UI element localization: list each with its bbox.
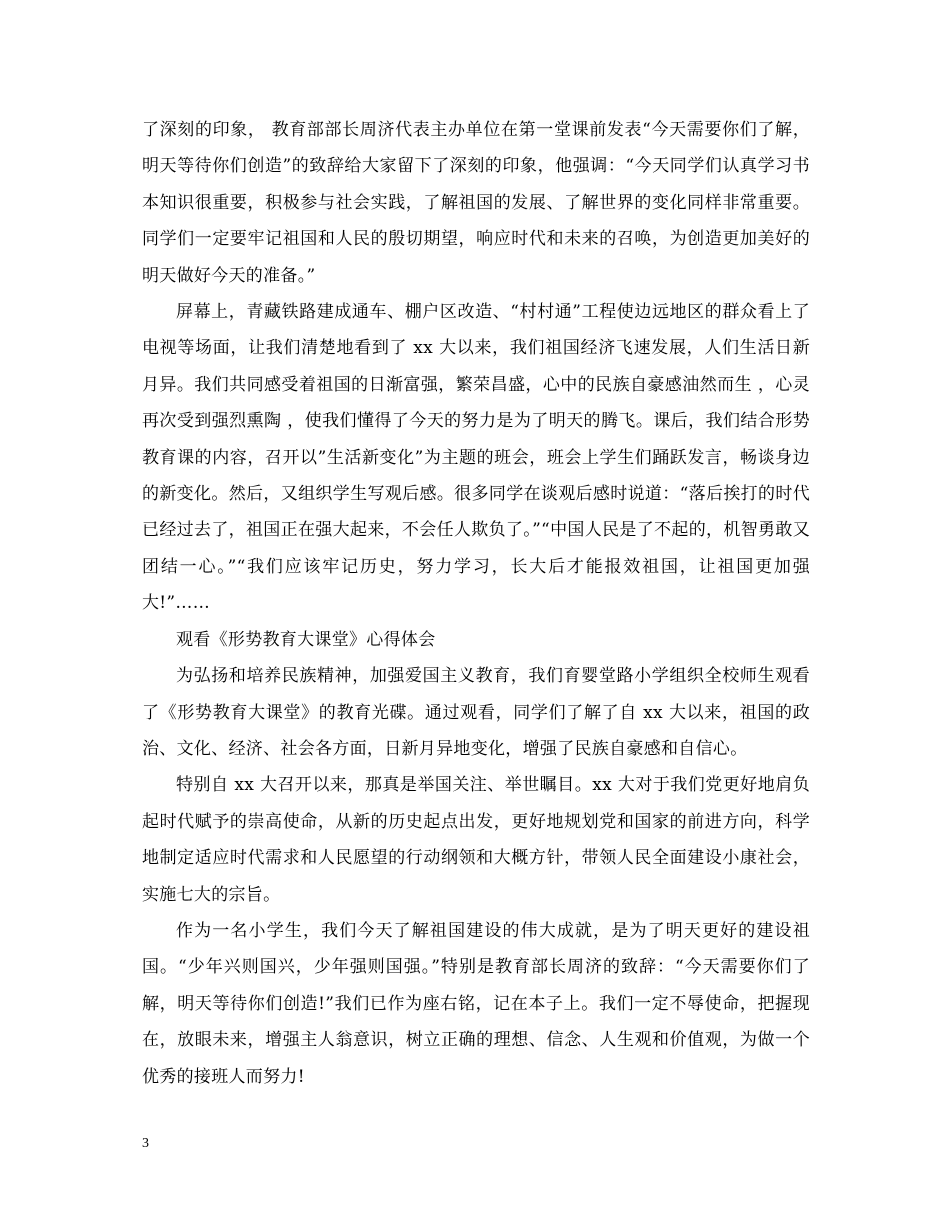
document-body (142, 112, 810, 1095)
paragraph-continuation: 了深刻的印象， 教育部部长周济代表主办单位在第一堂课前发表“今天需要你们了解，明天等待你们创造”的致辞给大家留下了深刻的印象，他强调：“今天同学们认真学习书本知识很重要，积极参与社会实践，了解祖国的发展、了解世界的变化同样非常重要。同学们一定要牢记祖国和人民的殷切期望，响应时代和未来的召唤，为创造更加美好的明天做好今天的准备。” (142, 120, 810, 286)
paragraph-screen-scenes: 屏幕上，青藏铁路建成通车、棚户区改造、“村村通”工程使边远地区的群众看上了电视等场面，让我们清楚地看到了 xx 大以来，我们祖国经济飞速发展，人们生活日新月异。我们共同感受着祖国的日渐富强，繁荣昌盛，心中的民族自豪感油然而生 ，心灵再次受到强烈熏陶 ，使我们懂得了今天的努力是为了明天的腾飞。课后，我们结合形势教育课的内容，召开以”生活新变化”为主题的班会，班会上学生们踊跃发言，畅谈身边的新变化。然后，又组织学生写观后感。很多同学在谈观后感时说道：“落后挨打的时代已经过去了，祖国正在强大起来，不会任人欺负了。”“中国人民是了不起的，机智勇敢又团结一心。”“我们应该牢记历史，努力学习，长大后才能报效祖国，让祖国更加强大!”…… (142, 302, 810, 614)
paragraph-conclusion: 作为一名小学生，我们今天了解祖国建设的伟大成就，是为了明天更好的建设祖国。“少年兴则国兴，少年强则国强。”特别是教育部长周济的致辞：“今天需要你们了解，明天等待你们创造!”我们已作为座右铭，记在本子上。我们一定不辱使命，把握现在，放眼未来，增强主人翁意识，树立正确的理想、信念、人生观和价值观，为做一个优秀的接班人而努力! (142, 920, 810, 1087)
page-number: 3 (142, 1136, 149, 1151)
section-heading: 观看《形势教育大课堂》心得体会 (176, 629, 436, 650)
paragraph-congress: 特别自 xx 大召开以来，那真是举国关注、举世瞩目。xx 大对于我们党更好地肩负起时代赋予的崇高使命，从新的历史起点出发，更好地规划党和国家的前进方向，科学地制定适应时代需求和人民愿望的行动纲领和大概方针，带领人民全面建设小康社会，实施七大的宗旨。 (142, 775, 810, 905)
paragraph-intro: 为弘扬和培养民族精神，加强爱国主义教育，我们育婴堂路小学组织全校师生观看了《形势教育大课堂》的教育光碟。通过观看，同学们了解了自 xx 大以来，祖国的政治、文化、经济、社会各方面，日新月异地变化，增强了民族自豪感和自信心。 (142, 666, 810, 759)
